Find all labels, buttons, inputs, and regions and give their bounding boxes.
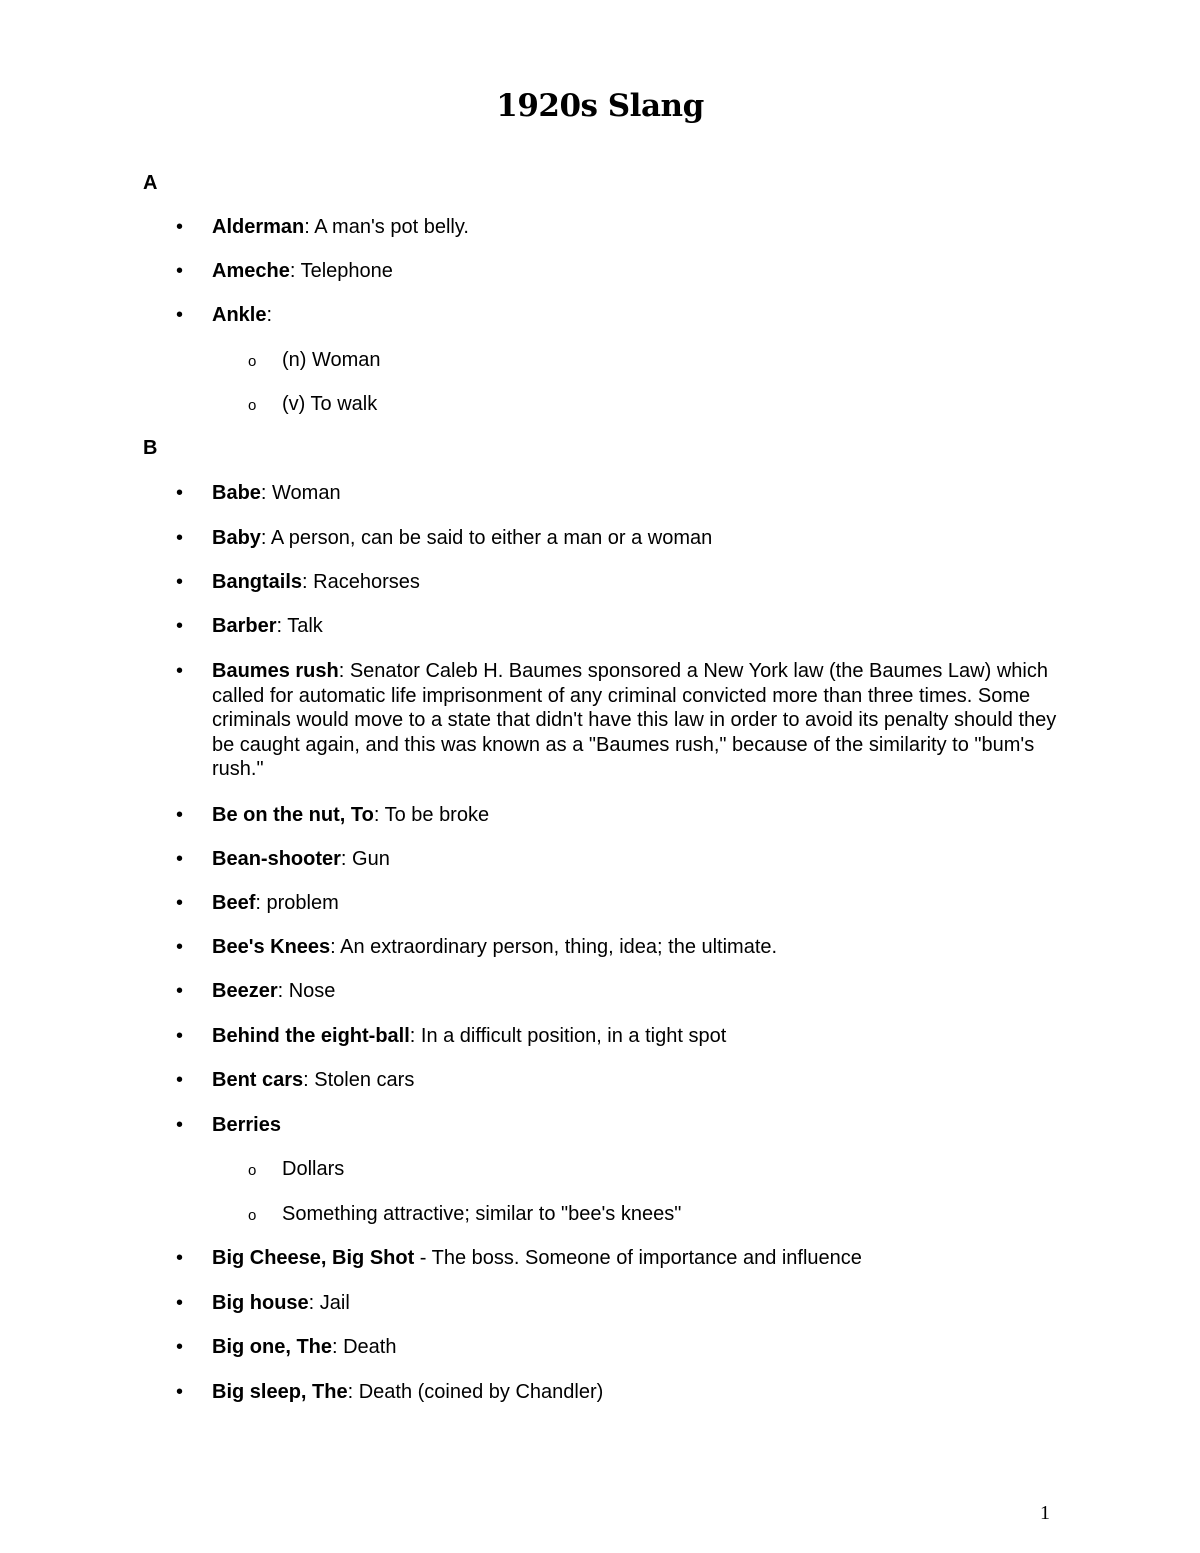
term: Big sleep, The xyxy=(212,1381,348,1403)
bullet-icon: • xyxy=(176,1025,184,1047)
list-item xyxy=(176,847,1072,872)
list-item xyxy=(176,259,1072,284)
term: Bean-shooter xyxy=(212,848,341,870)
list-item xyxy=(176,1380,1072,1405)
definition: : Senator Caleb H. Baumes sponsored a New York law (the Baumes Law) which called for automatic life imprisonment of any criminal convicted more than three times. Some criminals would move to a state that didn't have this law in order to avoid its penalty should they be caught again, and this was known as a "Baumes rush," because of the similarity to "bum's rush." xyxy=(212,660,1057,780)
definition: : Death xyxy=(332,1336,397,1358)
list-item xyxy=(176,481,1072,506)
definition: : problem xyxy=(255,892,339,914)
list-item xyxy=(176,935,1072,960)
definition: - The boss. Someone of importance and influence xyxy=(414,1247,862,1269)
circle-bullet-icon: o xyxy=(248,397,257,414)
bullet-icon: • xyxy=(176,304,184,326)
sub-list-item xyxy=(248,392,1072,417)
bullet-icon: • xyxy=(176,1292,184,1314)
sub-definition: (v) To walk xyxy=(282,393,378,415)
definition: : A man's pot belly. xyxy=(304,216,469,238)
bullet-icon: • xyxy=(176,1069,184,1091)
definition: : A person, can be said to either a man or a woman xyxy=(260,527,713,549)
page-title: 1920s Slang xyxy=(496,88,704,124)
definition: : In a difficult position, in a tight spot xyxy=(409,1025,727,1047)
definition: : Woman xyxy=(260,482,341,504)
term: Big one, The xyxy=(212,1336,332,1358)
bullet-icon: • xyxy=(176,848,184,870)
list-item xyxy=(176,215,1072,240)
list-item xyxy=(176,1113,1072,1138)
list-item xyxy=(176,1291,1072,1316)
sub-definition: Dollars xyxy=(282,1158,345,1180)
definition: : Jail xyxy=(308,1292,350,1314)
term: Bee's Knees xyxy=(212,936,331,958)
term: Be on the nut, To xyxy=(212,804,374,826)
bullet-icon: • xyxy=(176,804,184,826)
page-number: 1 xyxy=(1040,1502,1050,1524)
sub-list-item xyxy=(248,1157,1072,1182)
definition: : An extraordinary person, thing, idea; the ultimate. xyxy=(330,936,778,958)
definition: : Gun xyxy=(340,848,390,870)
term: Baby xyxy=(212,527,261,549)
sub-definition: Something attractive; similar to "bee's knees" xyxy=(282,1203,682,1225)
bullet-icon: • xyxy=(176,527,184,549)
term: Baumes rush xyxy=(212,660,339,682)
definition: : Stolen cars xyxy=(303,1069,415,1091)
list-item xyxy=(176,570,1072,595)
list-item xyxy=(176,526,1072,551)
bullet-icon: • xyxy=(176,571,184,593)
list-item xyxy=(176,1335,1072,1360)
list-item xyxy=(176,803,1072,828)
bullet-icon: • xyxy=(176,216,184,238)
circle-bullet-icon: o xyxy=(248,353,257,370)
bullet-icon: • xyxy=(176,660,184,682)
definition: : Racehorses xyxy=(302,571,420,593)
list-item xyxy=(176,1246,1072,1271)
definition: : Death (coined by Chandler) xyxy=(347,1381,604,1403)
sub-definition: (n) Woman xyxy=(282,349,381,371)
bullet-icon: • xyxy=(176,1247,184,1269)
circle-bullet-icon: o xyxy=(248,1162,257,1179)
bullet-icon: • xyxy=(176,1336,184,1358)
sub-list-item xyxy=(248,1202,1072,1227)
term: Babe xyxy=(212,482,261,504)
term: Beezer xyxy=(212,980,278,1002)
term: Alderman xyxy=(212,216,305,238)
bullet-icon: • xyxy=(176,615,184,637)
definition: : xyxy=(266,304,273,326)
definition: : Nose xyxy=(277,980,336,1002)
term: Beef xyxy=(212,892,256,914)
term: Behind the eight-ball xyxy=(212,1025,410,1047)
sub-list-item xyxy=(248,348,1072,373)
section-letter-a: A xyxy=(143,172,158,194)
term: Ameche xyxy=(212,260,290,282)
term: Big house xyxy=(212,1292,309,1314)
list-item xyxy=(176,659,1062,782)
term: Ankle xyxy=(212,304,267,326)
list-item xyxy=(176,1068,1072,1093)
bullet-icon: • xyxy=(176,1114,184,1136)
section-letter-b: B xyxy=(143,437,158,459)
list-item xyxy=(176,891,1072,916)
bullet-icon: • xyxy=(176,1381,184,1403)
term: Berries xyxy=(212,1114,281,1136)
term: Big Cheese, Big Shot xyxy=(212,1247,415,1269)
list-item xyxy=(176,303,1072,328)
term: Bangtails xyxy=(212,571,303,593)
bullet-icon: • xyxy=(176,936,184,958)
bullet-icon: • xyxy=(176,892,184,914)
bullet-icon: • xyxy=(176,260,184,282)
bullet-icon: • xyxy=(176,980,184,1002)
term: Bent cars xyxy=(212,1069,304,1091)
bullet-icon: • xyxy=(176,482,184,504)
circle-bullet-icon: o xyxy=(248,1207,257,1224)
list-item xyxy=(176,1024,1072,1049)
definition: : Telephone xyxy=(289,260,393,282)
term: Barber xyxy=(212,615,277,637)
list-item xyxy=(176,614,1072,639)
list-item xyxy=(176,979,1072,1004)
definition: : Talk xyxy=(276,615,323,637)
definition: : To be broke xyxy=(373,804,490,826)
